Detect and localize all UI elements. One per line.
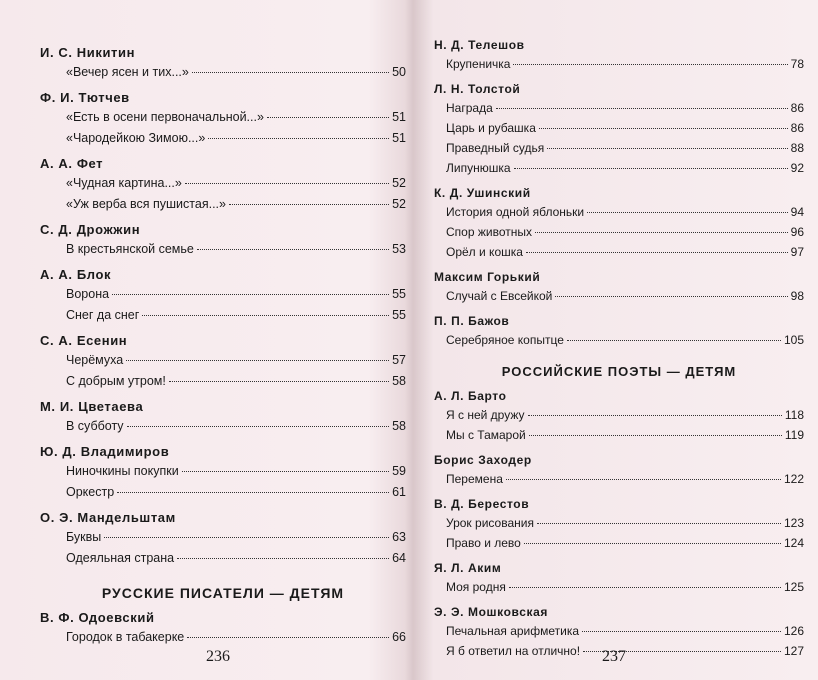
author-name: А. Л. Барто (434, 389, 507, 403)
entry-title: «Чудная картина...» (66, 176, 182, 190)
entry-page-number: 86 (790, 101, 804, 115)
dot-leader (117, 492, 389, 493)
entry-title: Серебряное копытце (446, 333, 564, 347)
entry-page-number: 119 (784, 428, 804, 442)
toc-entry (40, 548, 406, 569)
dot-leader (526, 252, 788, 253)
toc-entry (434, 621, 804, 641)
dot-leader (229, 204, 389, 205)
entry-title: Спор животных (446, 225, 532, 239)
dot-leader (177, 558, 389, 559)
entry-page-number: 97 (790, 245, 804, 259)
entry-title: Праведный судья (446, 141, 545, 155)
toc-entry (434, 242, 804, 262)
dot-leader (547, 148, 787, 149)
entry-page-number: 125 (783, 580, 804, 594)
entry-page-number: 57 (392, 353, 406, 367)
dot-leader (582, 631, 781, 632)
page-number: 237 (602, 648, 626, 665)
toc-entry (40, 107, 406, 128)
toc-entry (40, 194, 406, 215)
entry-page-number: 58 (392, 419, 406, 433)
entry-page-number: 92 (790, 161, 804, 175)
dot-leader (529, 435, 782, 436)
entry-page-number: 53 (392, 242, 406, 256)
entry-page-number: 94 (790, 205, 804, 219)
dot-leader (506, 479, 781, 480)
toc-entry (40, 350, 406, 371)
dot-leader (496, 108, 788, 109)
toc-entry (434, 577, 804, 597)
dot-leader (513, 64, 787, 65)
entry-title: Перемена (446, 472, 503, 486)
dot-leader (187, 637, 389, 638)
dot-leader (169, 381, 389, 382)
toc-entry (40, 128, 406, 149)
author-name: О. Э. Мандельштам (40, 510, 176, 525)
author-name: Я. Л. Аким (434, 561, 502, 575)
entry-title: Крупеничка (446, 57, 511, 71)
entry-title: «Есть в осени первоначальной...» (66, 110, 264, 124)
dot-leader (539, 128, 788, 129)
dot-leader (127, 426, 390, 427)
toc-entry (434, 54, 804, 74)
toc-entry (40, 461, 406, 482)
toc-entry (434, 330, 804, 350)
dot-leader (587, 212, 788, 213)
entry-title: Одеяльная страна (66, 551, 175, 565)
section-title: РОССИЙСКИЕ ПОЭТЫ — ДЕТЯМ (501, 364, 737, 379)
entry-title: Печальная арифметика (446, 624, 580, 638)
author-name: Н. Д. Телешов (434, 38, 525, 52)
toc-entry (434, 202, 804, 222)
dot-leader (524, 543, 781, 544)
toc-entry (40, 239, 406, 260)
entry-title: Награда (446, 101, 493, 115)
author-name: Л. Н. Толстой (434, 82, 521, 96)
dot-leader (509, 587, 781, 588)
entry-title: Буквы (66, 530, 102, 544)
entry-page-number: 59 (392, 464, 406, 478)
entry-page-number: 124 (783, 536, 804, 550)
toc-entry (434, 405, 804, 425)
entry-title: Я с ней дружу (446, 408, 525, 422)
toc-entry (40, 482, 406, 503)
page-number: 236 (206, 648, 230, 665)
dot-leader (182, 471, 389, 472)
author-name: С. А. Есенин (40, 333, 128, 348)
entry-page-number: 50 (392, 65, 406, 79)
entry-title: Право и лево (446, 536, 521, 550)
entry-title: «Чародейкою Зимою...» (66, 131, 206, 145)
entry-title: Моя родня (446, 580, 506, 594)
toc-entry (434, 469, 804, 489)
author-name: А. А. Блок (40, 267, 112, 282)
toc-entry (40, 627, 406, 648)
toc-entry (434, 118, 804, 138)
dot-leader (537, 523, 781, 524)
entry-title: Урок рисования (446, 516, 534, 530)
entry-title: Городок в табакерке (66, 630, 185, 644)
entry-page-number: 58 (392, 374, 406, 388)
toc-entry (434, 533, 804, 553)
entry-page-number: 122 (783, 472, 804, 486)
entry-title: Мы с Тамарой (446, 428, 526, 442)
entry-title: Снег да снег (66, 308, 140, 322)
toc-entry (40, 62, 406, 83)
entry-page-number: 51 (392, 131, 406, 145)
author-name: В. Д. Берестов (434, 497, 530, 511)
dot-leader (555, 296, 787, 297)
dot-leader (528, 415, 782, 416)
entry-page-number: 96 (790, 225, 804, 239)
dot-leader (142, 315, 389, 316)
entry-page-number: 126 (783, 624, 804, 638)
entry-title: Ворона (66, 287, 110, 301)
entry-page-number: 52 (392, 197, 406, 211)
dot-leader (185, 183, 389, 184)
entry-title: С добрым утром! (66, 374, 166, 388)
dot-leader (126, 360, 389, 361)
toc-entry (434, 222, 804, 242)
entry-page-number: 118 (784, 408, 804, 422)
entry-page-number: 63 (392, 530, 406, 544)
toc-entry (40, 173, 406, 194)
author-name: Максим Горький (434, 270, 541, 284)
dot-leader (514, 168, 788, 169)
entry-title: Липунюшка (446, 161, 511, 175)
dot-leader (267, 117, 389, 118)
dot-leader (192, 72, 389, 73)
entry-title: История одной яблоньки (446, 205, 585, 219)
table-of-contents (40, 38, 406, 648)
author-name: Ю. Д. Владимиров (40, 444, 170, 459)
author-name: Ф. И. Тютчев (40, 90, 130, 105)
toc-entry (40, 371, 406, 392)
entry-title: Случай с Евсейкой (446, 289, 553, 303)
entry-title: Я б ответил на отлично! (446, 644, 581, 658)
entry-page-number: 51 (392, 110, 406, 124)
entry-page-number: 52 (392, 176, 406, 190)
entry-title: «Вечер ясен и тих...» (66, 65, 189, 79)
toc-entry (434, 138, 804, 158)
author-name: А. А. Фет (40, 156, 104, 171)
author-name: С. Д. Дрожжин (40, 222, 141, 237)
entry-page-number: 123 (783, 516, 804, 530)
entry-title: Орёл и кошка (446, 245, 523, 259)
entry-title: Ниночкины покупки (66, 464, 179, 478)
author-name: К. Д. Ушинский (434, 186, 531, 200)
toc-entry (434, 158, 804, 178)
entry-page-number: 98 (790, 289, 804, 303)
author-name: М. И. Цветаева (40, 399, 144, 414)
author-name: Борис Заходер (434, 453, 532, 467)
entry-title: В крестьянской семье (66, 242, 194, 256)
table-of-contents (434, 30, 804, 661)
author-name: Э. Э. Мошковская (434, 605, 548, 619)
dot-leader (112, 294, 389, 295)
right-page (418, 0, 818, 680)
dot-leader (535, 232, 788, 233)
entry-page-number: 88 (790, 141, 804, 155)
entry-page-number: 55 (392, 308, 406, 322)
section-title: РУССКИЕ ПИСАТЕЛИ — ДЕТЯМ (101, 585, 345, 601)
entry-title: Царь и рубашка (446, 121, 536, 135)
toc-entry (434, 98, 804, 118)
entry-page-number: 55 (392, 287, 406, 301)
dot-leader (197, 249, 389, 250)
entry-title: Оркестр (66, 485, 115, 499)
entry-title: Черёмуха (66, 353, 124, 367)
author-name: И. С. Никитин (40, 45, 136, 60)
toc-entry (40, 527, 406, 548)
entry-page-number: 127 (783, 644, 804, 658)
entry-page-number: 66 (392, 630, 406, 644)
toc-entry (434, 513, 804, 533)
dot-leader (104, 537, 389, 538)
dot-leader (567, 340, 781, 341)
toc-entry (40, 416, 406, 437)
toc-entry (434, 425, 804, 445)
entry-page-number: 86 (790, 121, 804, 135)
entry-page-number: 78 (790, 57, 804, 71)
toc-entry (40, 305, 406, 326)
dot-leader (208, 138, 389, 139)
author-name: В. Ф. Одоевский (40, 610, 155, 625)
toc-entry (434, 286, 804, 306)
entry-title: В субботу (66, 419, 124, 433)
entry-title: «Уж верба вся пушистая...» (66, 197, 226, 211)
toc-entry (40, 284, 406, 305)
entry-page-number: 64 (392, 551, 406, 565)
author-name: П. П. Бажов (434, 314, 510, 328)
entry-page-number: 61 (392, 485, 406, 499)
entry-page-number: 105 (783, 333, 804, 347)
